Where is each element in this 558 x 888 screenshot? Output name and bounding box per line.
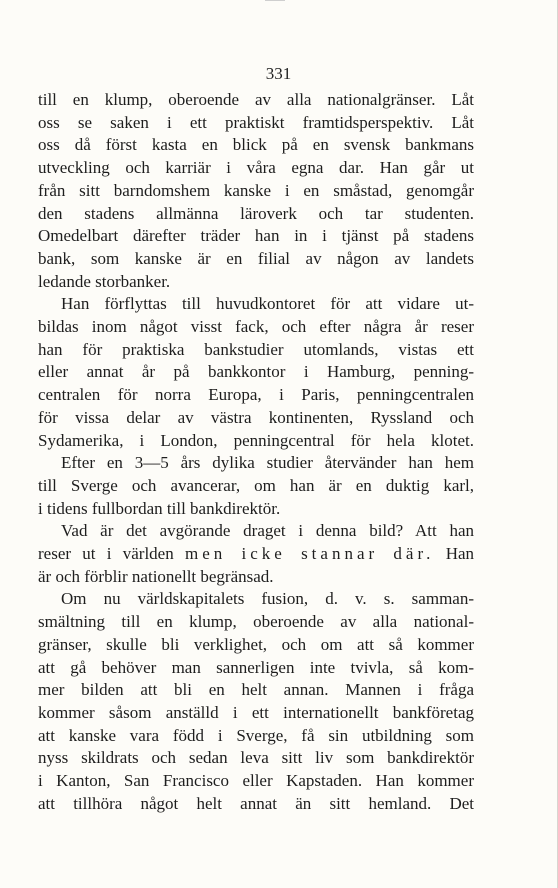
text-line: Efter en 3—5 års dylika studier återvänder han hem — [61, 453, 474, 473]
text-line: smältning till en klump, oberoende av alla national- — [38, 612, 474, 632]
scan-edge-mark — [265, 0, 285, 1]
text-line: den stadens allmänna läroverk och tar studenten. — [38, 203, 474, 223]
text-line: till Sverge och avancerar, om han är en duktig karl, — [38, 475, 474, 495]
text-line: gränser, skulle bli verklighet, och om att så kommer — [38, 634, 474, 654]
text-line: att kanske vara född i Sverge, få sin utbildning som — [38, 725, 474, 745]
text-line: nyss skildrats och sedan leva sitt liv som bankdirektör — [38, 748, 474, 768]
text-line: är och förblir nationellt begränsad. — [38, 566, 274, 586]
text-line: centralen för norra Europa, i Paris, penningcentralen — [38, 385, 474, 405]
text-line-mixed — [38, 543, 474, 566]
text-line: Omedelbart därefter träder han in i tjänst på stadens — [38, 226, 474, 246]
text-line: i Kanton, San Francisco eller Kapstaden. Han kommer — [38, 771, 474, 791]
text-line: bildas inom något visst fack, och efter några år reser — [38, 317, 474, 337]
text-fragment: Han — [445, 544, 475, 564]
text-line: att gå behöver man sannerligen inte tvivla, så kom- — [38, 657, 474, 677]
text-line: Han förflyttas till huvudkontoret för att vidare ut- — [61, 294, 474, 314]
text-line: för vissa delar av västra kontinenten, Ryssland och — [38, 407, 474, 427]
text-line: han för praktiska bankstudier utomlands, vistas ett — [38, 339, 474, 359]
body-text — [38, 89, 474, 816]
page-number: 331 — [265, 64, 292, 83]
text-line: till en klump, oberoende av alla nationalgränser. Låt — [38, 90, 474, 109]
text-line: oss då först kasta en blick på en svensk bankmans — [38, 135, 474, 155]
text-line: ledande storbanker. — [38, 271, 171, 291]
text-fragment: reser ut i världen — [38, 544, 174, 564]
text-line: Vad är det avgörande draget i denna bild? Att han — [61, 521, 474, 541]
text-line: utveckling och karriär i våra egna dar. Han går ut — [38, 158, 474, 178]
text-line: mer bilden att bli en helt annan. Mannen i fråga — [38, 680, 474, 700]
text-line: bank, som kanske är en filial av någon av landets — [38, 248, 474, 268]
text-line: från sitt barndomshem kanske i en småstad, genomgår — [38, 180, 474, 200]
text-line: kommer såsom anställd i ett internationellt bankföretag — [38, 702, 474, 722]
spaced-emphasis: men icke stannar där. — [184, 544, 435, 564]
text-line: Sydamerika, i London, penningcentral för hela klotet. — [38, 430, 474, 450]
text-line: eller annat år på bankkontor i Hamburg, penning- — [38, 362, 474, 382]
text-line: oss se saken i ett praktiskt framtidsperspektiv. Låt — [38, 112, 474, 132]
text-line: att tillhöra något helt annat än sitt hemland. Det — [38, 793, 474, 813]
text-line: Om nu världskapitalets fusion, d. v. s. samman- — [61, 589, 474, 609]
text-line: i tidens fullbordan till bankdirektör. — [38, 498, 281, 518]
